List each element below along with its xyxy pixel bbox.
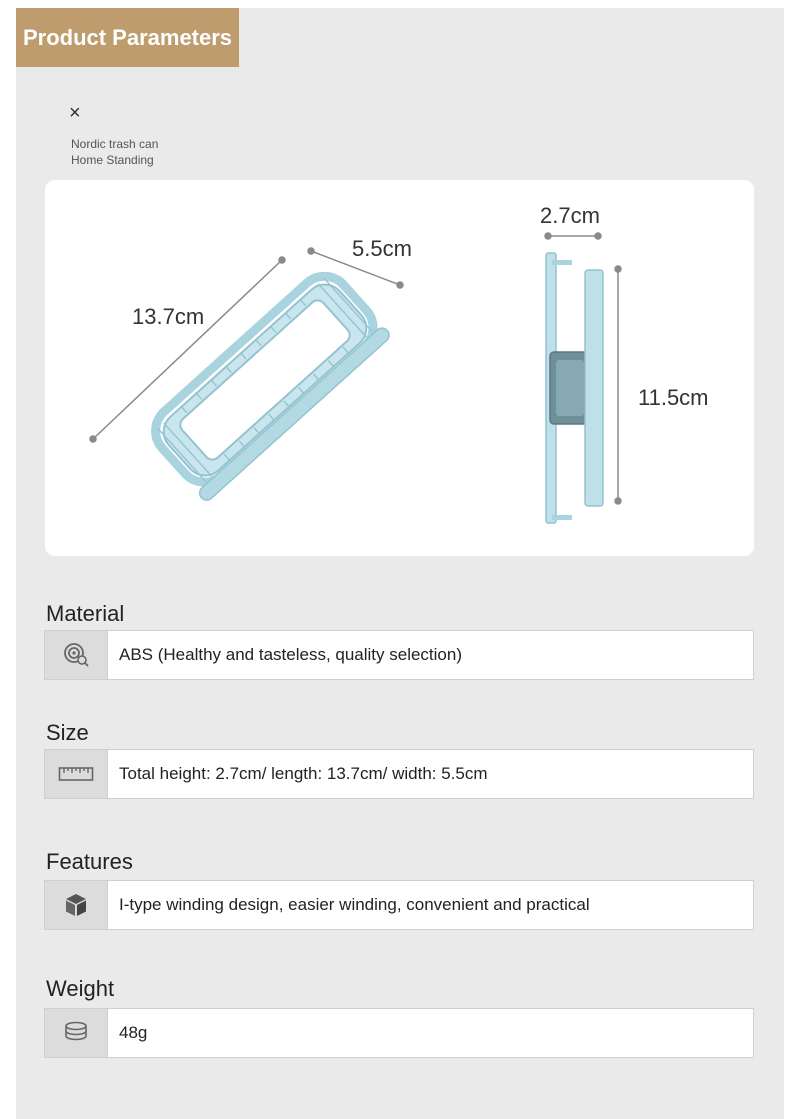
hanger-top-view (142, 264, 392, 503)
features-row (44, 880, 754, 930)
close-icon: × (69, 102, 81, 124)
material-title: Material (46, 601, 125, 626)
parameters-panel (16, 8, 784, 1119)
height-label: 11.5cm (638, 385, 709, 410)
section-banner: Product Parameters (16, 8, 239, 67)
product-image-card (45, 180, 754, 556)
size-title: Size (46, 720, 89, 745)
material-row (44, 630, 754, 680)
cube-icon (64, 892, 88, 918)
material-value: ABS (Healthy and tasteless, quality selection) (119, 645, 463, 664)
size-icon-cell (45, 750, 108, 798)
brand-line-1: Nordic trash can (71, 137, 159, 151)
weight-icon-cell (45, 1009, 108, 1057)
size-row (44, 749, 754, 799)
length-label: 13.7cm (132, 304, 205, 329)
brand-line-2: Home Standing (71, 153, 154, 167)
coin-stack-icon (63, 1021, 89, 1045)
hanger-side-view (546, 253, 603, 523)
features-icon-cell (45, 881, 108, 929)
features-title: Features (46, 849, 133, 874)
features-value: I-type winding design, easier winding, convenient and practical (119, 895, 590, 914)
weight-title: Weight (46, 976, 115, 1001)
weight-value: 48g (119, 1023, 148, 1042)
width-label: 5.5cm (352, 236, 412, 261)
weight-row (44, 1008, 754, 1058)
height-dimension-line (615, 266, 621, 504)
thickness-label: 2.7cm (540, 203, 600, 228)
size-value: Total height: 2.7cm/ length: 13.7cm/ width: 5.5cm (119, 764, 488, 783)
material-icon-cell (45, 631, 108, 679)
target-search-icon (62, 641, 90, 669)
ruler-icon (58, 764, 94, 784)
thickness-dimension-line (545, 233, 601, 239)
